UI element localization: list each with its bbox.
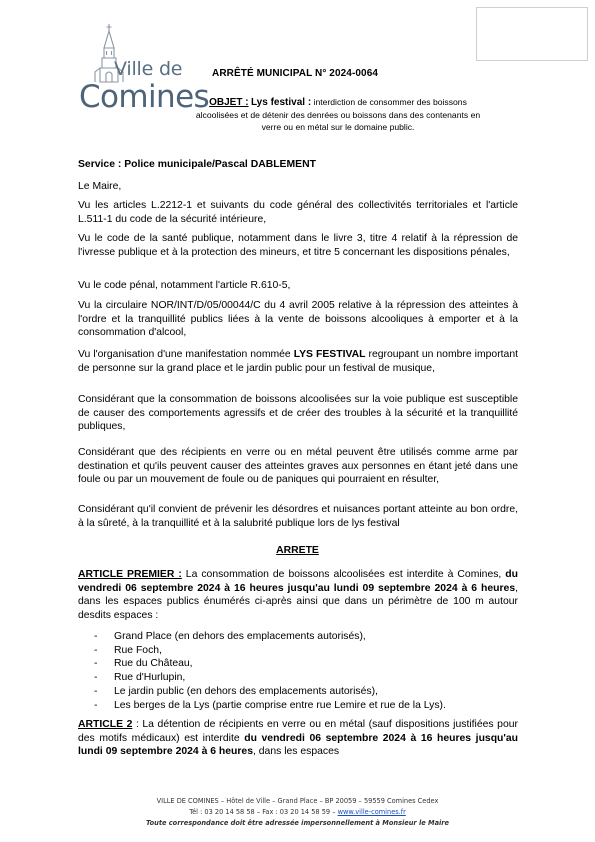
logo-ville-text: Ville de bbox=[114, 58, 183, 80]
vu-org-text: regroupant un nombre important de personne sur la grand place et le jardin public pour un festival de musique, bbox=[78, 349, 518, 374]
considerant-paragraph: Considérant que des récipients en verre ou en métal peuvent être utilisés comme arme par destination et qu'ils peuvent causer des atteintes graves aux personnes en étant jeté dans une foule ou par un mouvement de foule ou de paniques qui pourraient en résulter, bbox=[78, 447, 518, 486]
objet-label: OBJET : bbox=[209, 97, 249, 108]
city-logo bbox=[78, 22, 210, 115]
article-1 bbox=[78, 568, 518, 622]
list-item: - Le jardin public (en dehors des emplacements autorisés), bbox=[94, 685, 524, 699]
stamp-box bbox=[476, 7, 588, 61]
vu-paragraph: Vu la circulaire NOR/INT/D/05/00044/C du 4 avril 2005 relative à la répression des atteintes à l'ordre et la tranquillité publics liées à la vente de boissons alcooliques à emporter et à la consommation d'alcool, bbox=[78, 300, 518, 339]
footer-contact bbox=[0, 808, 595, 816]
article-1-label: ARTICLE PREMIER : bbox=[78, 569, 182, 580]
logo-comines-text: Comines bbox=[79, 79, 210, 115]
list-item: - Rue Foch, bbox=[94, 644, 524, 658]
footer-address: VILLE DE COMINES – Hôtel de Ville – Grand Place – BP 20059 – 59559 Comines Cedex bbox=[156, 797, 439, 805]
vu-org-text: Vu l'organisation d'une manifestation nommée bbox=[78, 349, 294, 360]
list-item: - Grand Place (en dehors des emplacements autorisés), bbox=[94, 630, 524, 644]
article-2-dates: du vendredi 06 septembre 2024 à 16 heures jusqu'au lundi 09 septembre 2024 à 6 heures bbox=[78, 732, 518, 758]
arrete-heading: ARRETE bbox=[276, 545, 319, 556]
places-list bbox=[94, 630, 524, 712]
footer-phone: Tél : 03 20 14 58 58 – Fax : 03 20 14 58 59 – bbox=[189, 808, 338, 816]
vu-paragraph: Vu les articles L.2212-1 et suivants du code général des collectivités territoriales et l'article L.511-1 du code de la sécurité intérieure, bbox=[78, 200, 518, 225]
article-1-text: La consommation de boissons alcoolisées est interdite à Comines, bbox=[181, 569, 506, 580]
considerant-paragraph: Considérant que la consommation de boissons alcoolisées sur la voie publique est susceptible de causer des comportements agressifs et de créer des troubles à la sécurité et la tranquillité publiques, bbox=[78, 394, 518, 433]
service-line: Service : Police municipale/Pascal DABLEMENT bbox=[78, 159, 316, 170]
objet-subject: Lys festival : bbox=[250, 97, 312, 108]
article-2-label: ARTICLE 2 bbox=[78, 719, 133, 730]
website-link[interactable]: www.ville-comines.fr bbox=[337, 808, 406, 816]
considerant-paragraph: Considérant qu'il convient de prévenir les désordres et nuisances portant atteinte au bon ordre, à la sûreté, à la tranquillité et à la salubrité publique lors de lys festival bbox=[78, 504, 518, 529]
objet-text: interdiction de consommer des boissons alcoolisées et de détenir des denrées ou boissons dans des contenants en verre ou en métal sur le domaine public. bbox=[195, 97, 481, 132]
le-maire: Le Maire, bbox=[78, 181, 122, 192]
vu-paragraph: Vu le code de la santé publique, notamment dans le livre 3, titre 4 relatif à la répression de l'ivresse publique et à la protection des mineurs, et titre 5 concernant les dispositions pénales, bbox=[78, 233, 518, 258]
footer-notice: Toute correspondance doit être adressée impersonnellement à Monsieur le Maire bbox=[145, 819, 449, 827]
festival-name: LYS FESTIVAL bbox=[293, 349, 366, 360]
article-2-text: : La détention de récipients en verre ou en métal (sauf dispositions justifiées pour des motifs médicaux) est interdite bbox=[78, 719, 518, 744]
list-item: - Rue d'Hurlupin, bbox=[94, 671, 524, 685]
document-title: ARRÊTÉ MUNICIPAL N° 2024-0064 bbox=[212, 68, 379, 79]
vu-paragraph: Vu le code pénal, notamment l'article R.610-5, bbox=[78, 280, 291, 291]
article-1-text: , dans les espaces publics énumérés ci-après ainsi que dans un périmètre de 100 m autour desdits espaces : bbox=[78, 582, 518, 621]
objet-block bbox=[190, 96, 486, 133]
list-item: - Rue du Château, bbox=[94, 657, 524, 671]
article-2 bbox=[78, 718, 518, 759]
vu-organisation-paragraph bbox=[78, 348, 518, 375]
article-1-dates: du vendredi 06 septembre 2024 à 16 heures jusqu'au lundi 09 septembre 2024 à 6 heures bbox=[78, 569, 518, 594]
article-2-text: , dans les espaces bbox=[253, 746, 340, 758]
list-item: - Les berges de la Lys (partie comprise entre rue Lemire et rue de la Lys). bbox=[94, 699, 524, 713]
